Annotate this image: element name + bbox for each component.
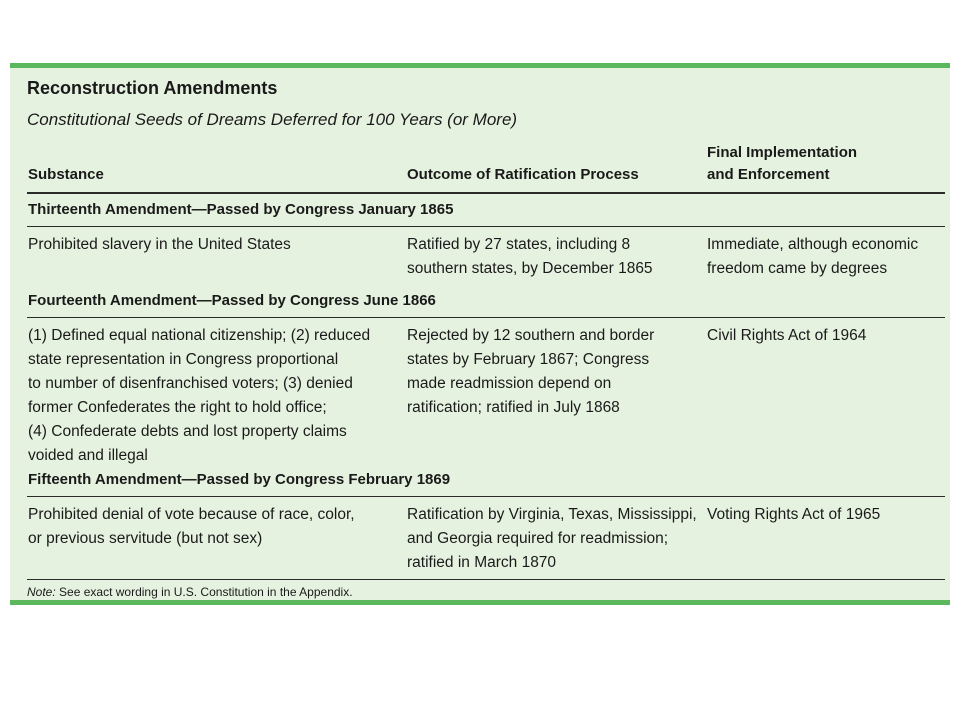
cell-substance: (1) Defined equal national citizenship; (2) reduced state representation in Congress proportional to number of disenfranchised voters; (3) denied former Confederates the right to hold office; (4) Confederate debts and lost property claims voided and illegal <box>28 327 371 464</box>
note-label: Note: <box>27 585 56 599</box>
note-text: See exact wording in U.S. Constitution in the Appendix. <box>59 585 353 599</box>
table-subtitle: Constitutional Seeds of Dreams Deferred for 100 Years (or More) <box>27 110 518 129</box>
cell-outcome: Ratified by 27 states, including 8 southern states, by December 1865 <box>407 236 653 277</box>
table-content <box>27 76 945 600</box>
cell-final: Immediate, although economic freedom came by degrees <box>707 236 919 277</box>
cell-final: Voting Rights Act of 1965 <box>707 506 881 523</box>
table-row-thirteenth <box>27 227 945 289</box>
section-heading-thirteenth: Thirteenth Amendment—Passed by Congress January 1865 <box>28 201 454 218</box>
column-header-substance: Substance <box>28 166 104 183</box>
table-title: Reconstruction Amendments <box>27 78 278 98</box>
section-heading-fifteenth: Fifteenth Amendment—Passed by Congress February 1869 <box>28 471 451 488</box>
table-row-fifteenth <box>27 497 945 579</box>
cell-substance: Prohibited denial of vote because of race, color, or previous servitude (but not sex) <box>28 506 355 547</box>
table-note <box>27 580 945 600</box>
column-header-outcome: Outcome of Ratification Process <box>407 166 639 183</box>
cell-outcome: Ratification by Virginia, Texas, Mississippi, and Georgia required for readmission; ratified in March 1870 <box>407 506 697 571</box>
cell-final: Civil Rights Act of 1964 <box>707 327 867 344</box>
table-row-fourteenth <box>27 318 945 468</box>
section-heading-fourteenth: Fourteenth Amendment—Passed by Congress June 1866 <box>28 292 436 309</box>
cell-outcome: Rejected by 12 southern and border states by February 1867; Congress made readmission depend on ratification; ratified in July 1868 <box>407 327 655 416</box>
cell-substance: Prohibited slavery in the United States <box>28 236 291 253</box>
amendments-table-panel <box>10 63 950 605</box>
column-header-final: Final Implementation and Enforcement <box>707 144 858 183</box>
column-headers <box>27 132 945 192</box>
